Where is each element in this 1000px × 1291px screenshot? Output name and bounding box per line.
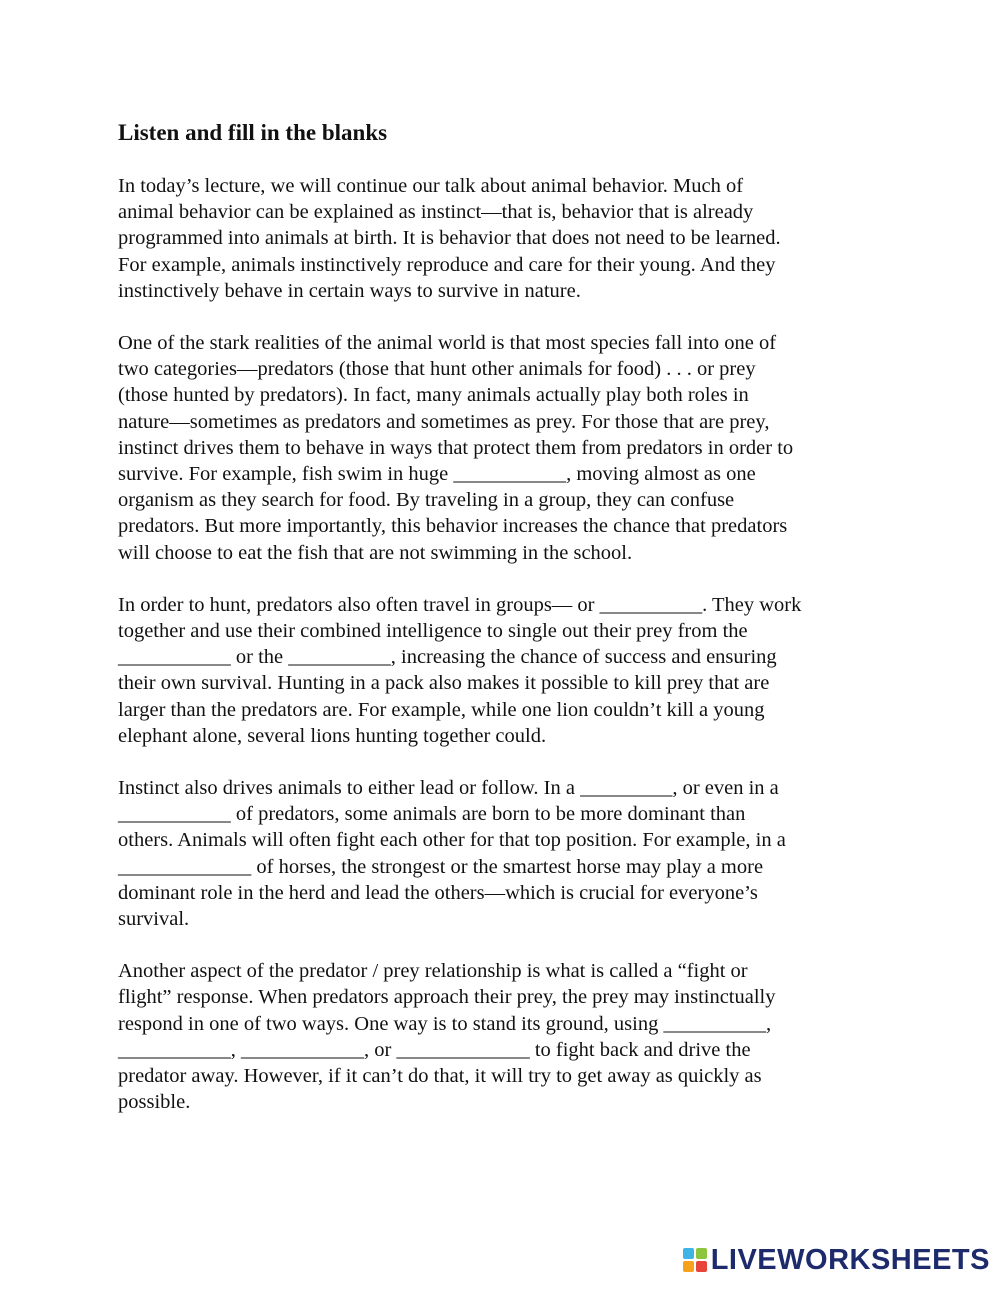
text-line-with-blank[interactable]: ___________ or the __________, increasing the chance of success and ensuring: [118, 646, 777, 669]
logo-text: LIVEWORKSHEETS: [710, 1244, 990, 1276]
text-line-with-blank[interactable]: ___________ of predators, some animals are born to be more dominant than: [118, 803, 746, 826]
text-line: For example, animals instinctively reproduce and care for their young. And they: [118, 253, 776, 276]
text-line: larger than the predators are. For example, while one lion couldn’t kill a young: [118, 698, 765, 721]
text-line: survival.: [118, 908, 190, 931]
text-line: (those hunted by predators). In fact, many animals actually play both roles in: [118, 384, 749, 407]
worksheet: [118, 118, 888, 1142]
logo-block: [696, 1261, 707, 1272]
text-line: programmed into animals at birth. It is behavior that does not need to be learned.: [118, 227, 781, 250]
paragraph-1: [118, 173, 888, 304]
text-line: nature—sometimes as predators and sometimes as prey. For those that are prey,: [118, 410, 770, 433]
text-line-with-blank[interactable]: ___________, ____________, or _____________ to fight back and drive the: [118, 1038, 751, 1061]
logo-block: [683, 1248, 694, 1259]
text-line: Another aspect of the predator / prey relationship is what is called a “fight or: [118, 960, 748, 983]
text-line: organism as they search for food. By traveling in a group, they can confuse: [118, 489, 735, 512]
text-line: together and use their combined intelligence to single out their prey from the: [118, 620, 748, 643]
text-line: their own survival. Hunting in a pack also makes it possible to kill prey that are: [118, 672, 770, 695]
text-line-with-blank[interactable]: Instinct also drives animals to either lead or follow. In a _________, or even in a: [118, 777, 779, 800]
text-line: In today’s lecture, we will continue our talk about animal behavior. Much of: [118, 175, 744, 197]
text-line-with-blank[interactable]: In order to hunt, predators also often travel in groups— or __________. They work: [118, 593, 802, 616]
text-line-with-blank[interactable]: _____________ of horses, the strongest or the smartest horse may play a more: [118, 855, 764, 878]
text-line-with-blank[interactable]: respond in one of two ways. One way is to stand its ground, using __________,: [118, 1012, 772, 1035]
text-line: others. Animals will often fight each other for that top position. For example, in a: [118, 829, 786, 852]
text-line: flight” response. When predators approach their prey, the prey may instinctually: [118, 986, 776, 1009]
worksheet-title: Listen and fill in the blanks: [118, 120, 388, 145]
logo-block: [683, 1261, 694, 1272]
text-line: instinctively behave in certain ways to survive in nature.: [118, 279, 581, 302]
text-line: One of the stark realities of the animal world is that most species fall into one of: [118, 332, 777, 355]
logo-block: [696, 1248, 707, 1259]
logo-blocks-icon: [683, 1248, 707, 1272]
text-line: dominant role in the herd and lead the others—which is crucial for everyone’s: [118, 881, 758, 904]
text-line: predator away. However, if it can’t do that, it will try to get away as quickly as: [118, 1065, 762, 1088]
paragraph-4: [118, 775, 888, 932]
liveworksheets-logo: [683, 1243, 990, 1277]
paragraph-5: [118, 958, 888, 1115]
paragraph-2: [118, 330, 888, 566]
text-line: animal behavior can be explained as instinct—that is, behavior that is already: [118, 201, 754, 224]
text-line: elephant alone, several lions hunting together could.: [118, 724, 547, 747]
text-line-with-blank[interactable]: survive. For example, fish swim in huge ___________, moving almost as one: [118, 463, 756, 486]
paragraph-3: [118, 592, 888, 749]
text-line: two categories—predators (those that hunt other animals for food) . . . or prey: [118, 358, 756, 381]
text-line: predators. But more importantly, this behavior increases the chance that predators: [118, 515, 788, 538]
text-line: will choose to eat the fish that are not swimming in the school.: [118, 541, 633, 564]
text-line: instinct drives them to behave in ways that protect them from predators in order to: [118, 436, 794, 459]
text-line: possible.: [118, 1091, 191, 1114]
